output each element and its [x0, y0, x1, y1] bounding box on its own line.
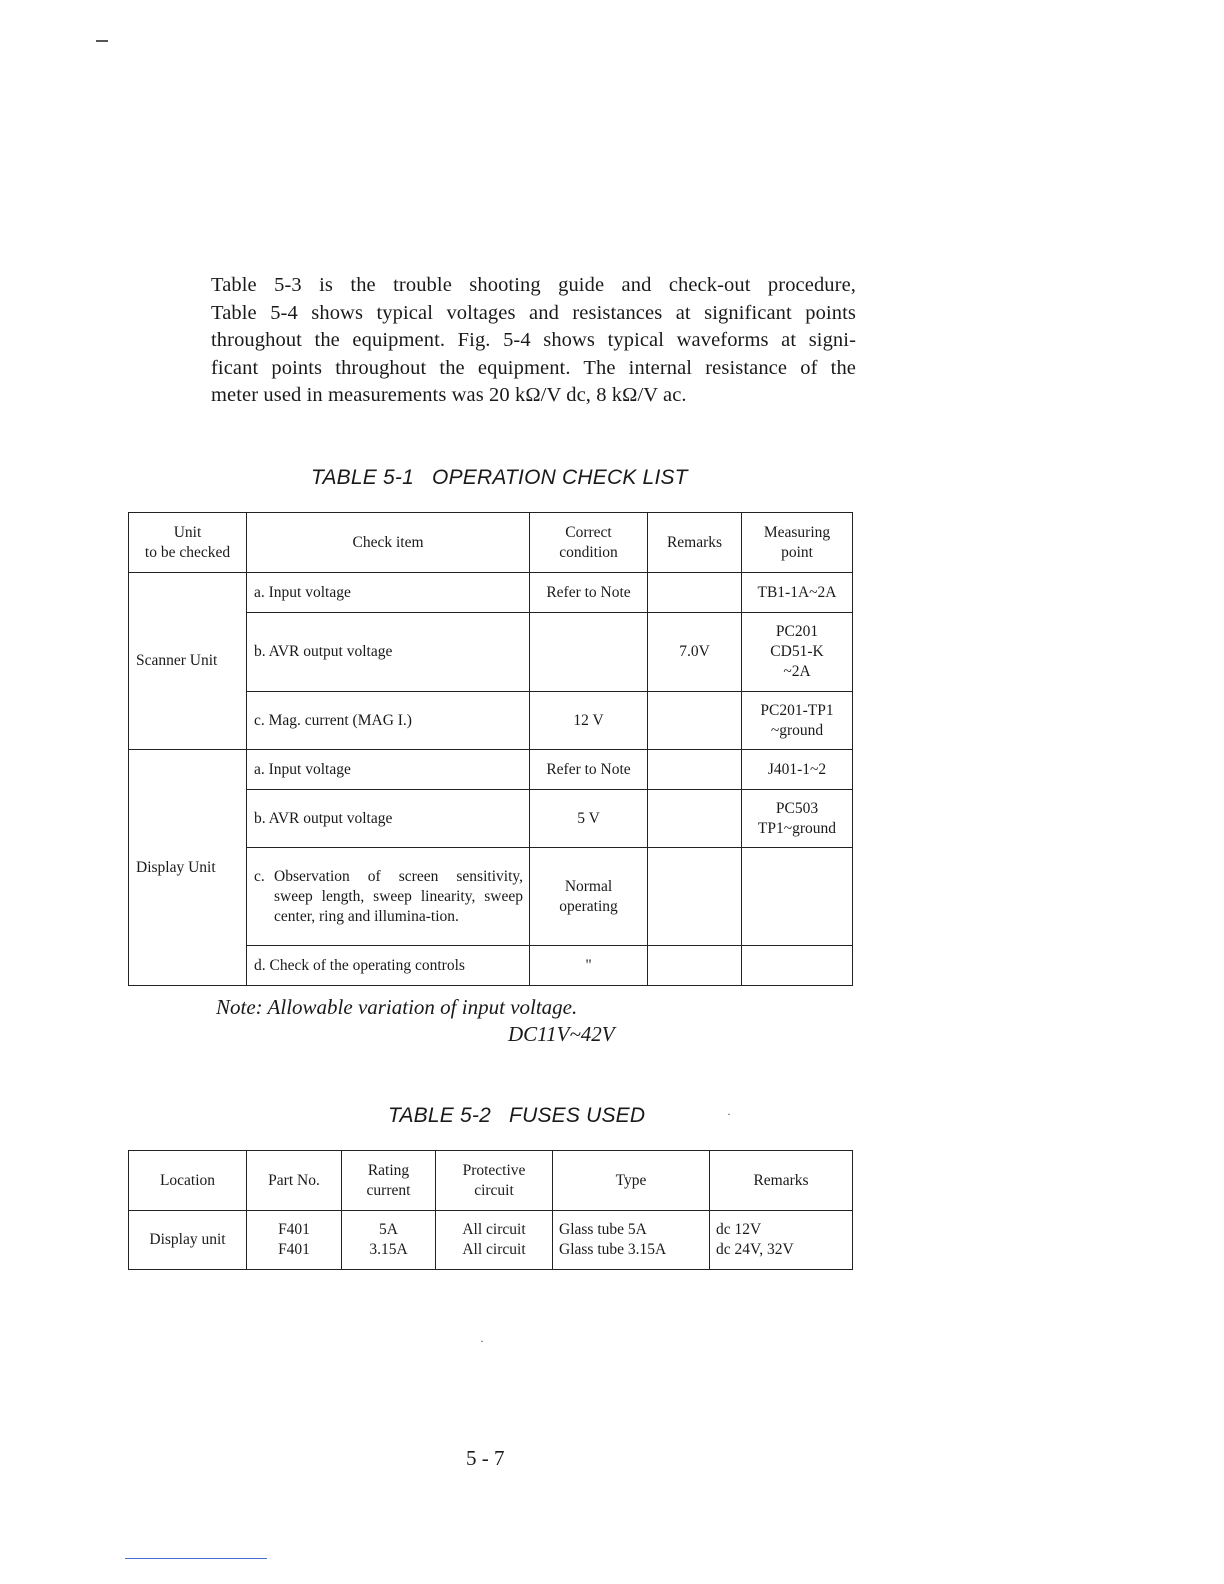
- header-remarks: Remarks: [648, 513, 742, 573]
- condition-cell: Refer to Note: [530, 750, 648, 790]
- remarks-cell: dc 12V dc 24V, 32V: [710, 1211, 853, 1270]
- intro-line: Table 5-4 shows typical voltages and resistances at significant points: [211, 301, 856, 324]
- intro-line: throughout the equipment. Fig. 5-4 shows typical waveforms at signi-: [211, 329, 856, 351]
- bottom-rule: [125, 1558, 267, 1559]
- remarks-cell: [648, 750, 742, 790]
- table1-note: [216, 995, 577, 1020]
- remarks-cell: [648, 692, 742, 750]
- header-check-item: Check item: [247, 513, 530, 573]
- intro-paragraph: [211, 272, 856, 410]
- remarks-cell: [648, 790, 742, 848]
- check-item-cell: [247, 848, 530, 946]
- operation-check-table: [128, 512, 853, 986]
- condition-cell: 12 V: [530, 692, 648, 750]
- condition-cell: 5 V: [530, 790, 648, 848]
- note-label: Note:: [216, 995, 263, 1019]
- header-part-no: Part No.: [247, 1151, 342, 1211]
- item-text: Observation of screen sensitivity, sweep length, sweep linearity, sweep center, ring and illumina-tion.: [274, 867, 523, 925]
- measuring-point-cell: [742, 946, 853, 986]
- check-item-cell: b. AVR output voltage: [247, 790, 530, 848]
- condition-cell: Normal operating: [530, 848, 648, 946]
- header-measuring-point: Measuring point: [742, 513, 853, 573]
- item-label: c.: [254, 867, 265, 885]
- header-rating: Rating current: [342, 1151, 436, 1211]
- page-number: 5 - 7: [466, 1446, 505, 1470]
- scan-mark: [96, 40, 108, 42]
- note-text: Allowable variation of input voltage.: [267, 995, 578, 1019]
- table-header-row: [129, 513, 853, 573]
- remarks-cell: [648, 848, 742, 946]
- header-remarks: Remarks: [710, 1151, 853, 1211]
- measuring-point-cell: PC503 TP1~ground: [742, 790, 853, 848]
- measuring-point-cell: PC201-TP1 ~ground: [742, 692, 853, 750]
- header-correct-condition: Correct condition: [530, 513, 648, 573]
- table-row: [129, 1211, 853, 1270]
- rating-cell: 5A 3.15A: [342, 1211, 436, 1270]
- intro-line: meter used in measurements was 20 kΩ/V dc, 8 kΩ/V ac.: [211, 384, 687, 406]
- measuring-point-cell: TB1-1A~2A: [742, 573, 853, 613]
- unit-cell-scanner: Scanner Unit: [129, 573, 247, 750]
- table1-caption: TABLE 5-1 OPERATION CHECK LIST: [311, 466, 688, 489]
- part-no-cell: F401 F401: [247, 1211, 342, 1270]
- measuring-point-cell: PC201 CD51-K ~2A: [742, 613, 853, 692]
- note-value: DC11V~42V: [508, 1022, 615, 1046]
- stray-mark: ·: [727, 1107, 731, 1121]
- intro-line: Table 5-3 is the trouble shooting guide and check-out procedure,: [211, 274, 856, 296]
- table-header-row: [129, 1151, 853, 1211]
- remarks-cell: 7.0V: [648, 613, 742, 692]
- condition-cell: ": [530, 946, 648, 986]
- table2-caption: TABLE 5-2 FUSES USED: [388, 1104, 646, 1127]
- unit-cell-display: Display Unit: [129, 750, 247, 986]
- fuses-table: [128, 1150, 853, 1270]
- intro-line: ficant points throughout the equipment. The internal resistance of the: [211, 356, 856, 379]
- stray-mark: ·: [480, 1334, 484, 1348]
- header-unit: Unit to be checked: [129, 513, 247, 573]
- type-cell: Glass tube 5A Glass tube 3.15A: [553, 1211, 710, 1270]
- check-item-cell: d. Check of the operating controls: [247, 946, 530, 986]
- table-row: [129, 750, 853, 790]
- condition-cell: Refer to Note: [530, 573, 648, 613]
- header-location: Location: [129, 1151, 247, 1211]
- remarks-cell: [648, 946, 742, 986]
- check-item-cell: b. AVR output voltage: [247, 613, 530, 692]
- header-type: Type: [553, 1151, 710, 1211]
- header-protective: Protective circuit: [436, 1151, 553, 1211]
- location-cell: Display unit: [129, 1211, 247, 1270]
- remarks-cell: [648, 573, 742, 613]
- check-item-cell: a. Input voltage: [247, 750, 530, 790]
- check-item-cell: a. Input voltage: [247, 573, 530, 613]
- table-row: [129, 573, 853, 613]
- check-item-cell: c. Mag. current (MAG I.): [247, 692, 530, 750]
- condition-cell: [530, 613, 648, 692]
- protective-cell: All circuit All circuit: [436, 1211, 553, 1270]
- measuring-point-cell: J401-1~2: [742, 750, 853, 790]
- measuring-point-cell: [742, 848, 853, 946]
